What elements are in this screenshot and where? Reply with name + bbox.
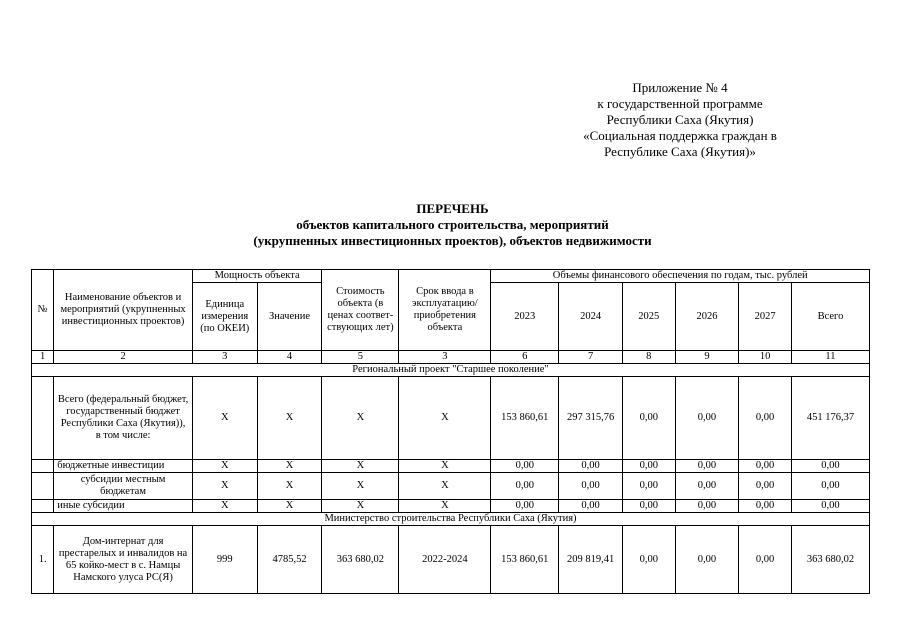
column-number: 11 — [791, 351, 869, 364]
row-2025: 0,00 — [622, 500, 675, 513]
row-2026: 0,00 — [675, 377, 739, 460]
row-2023: 0,00 — [491, 473, 559, 500]
column-number: 8 — [622, 351, 675, 364]
row-cost: Х — [322, 377, 399, 460]
row-name: иные субсидии — [54, 500, 193, 513]
row-2023: 153 860,61 — [491, 526, 559, 594]
row-2027: 0,00 — [739, 460, 792, 473]
row-2024: 297 315,76 — [559, 377, 623, 460]
column-number: 9 — [675, 351, 739, 364]
row-term: Х — [399, 473, 491, 500]
header-year: 2025 — [622, 283, 675, 351]
appendix-line: Республики Саха (Якутия) — [606, 112, 754, 127]
row-value: Х — [257, 377, 322, 460]
column-number: 10 — [739, 351, 792, 364]
row-2023: 0,00 — [491, 500, 559, 513]
row-name: субсидии местным бюджетам — [54, 473, 193, 500]
row-2026: 0,00 — [675, 460, 739, 473]
section-title-regional-project: Региональный проект "Старшее поколение" — [32, 364, 870, 377]
header-row — [32, 270, 870, 283]
row-2025: 0,00 — [622, 526, 675, 594]
heading-title: ПЕРЕЧЕНЬ — [416, 201, 489, 216]
column-number: 2 — [54, 351, 193, 364]
row-total: 0,00 — [791, 460, 869, 473]
row-cost: Х — [322, 473, 399, 500]
table-row — [32, 377, 870, 460]
column-number: 5 — [322, 351, 399, 364]
row-term: 2022-2024 — [399, 526, 491, 594]
row-value: 4785,52 — [257, 526, 322, 594]
row-name: бюджетные инвестиции — [54, 460, 193, 473]
row-term: Х — [399, 377, 491, 460]
row-value: Х — [257, 460, 322, 473]
row-cost: 363 680,02 — [322, 526, 399, 594]
column-number: 3 — [399, 351, 491, 364]
appendix-line: к государственной программе — [597, 96, 763, 111]
row-num — [32, 473, 54, 500]
document-heading — [0, 201, 905, 249]
column-number: 4 — [257, 351, 322, 364]
row-num: 1. — [32, 526, 54, 594]
row-total: 363 680,02 — [791, 526, 869, 594]
row-total: 0,00 — [791, 500, 869, 513]
row-unit: 999 — [192, 526, 257, 594]
column-number: 1 — [32, 351, 54, 364]
row-unit: Х — [192, 473, 257, 500]
header-num: № — [32, 270, 54, 351]
row-2027: 0,00 — [739, 377, 792, 460]
table-row — [32, 473, 870, 500]
row-2025: 0,00 — [622, 473, 675, 500]
row-unit: Х — [192, 460, 257, 473]
row-2024: 0,00 — [559, 500, 623, 513]
row-unit: Х — [192, 500, 257, 513]
row-name: Всего (федеральный бюджет, государственный бюджет Республики Саха (Якутия)), в том числе: — [54, 377, 193, 460]
row-2026: 0,00 — [675, 500, 739, 513]
column-number: 6 — [491, 351, 559, 364]
row-2027: 0,00 — [739, 526, 792, 594]
header-value: Значение — [257, 283, 322, 351]
heading-subtitle: объектов капитального строительства, мероприятий — [296, 217, 609, 232]
row-2024: 209 819,41 — [559, 526, 623, 594]
row-2024: 0,00 — [559, 473, 623, 500]
row-2025: 0,00 — [622, 460, 675, 473]
table-row — [32, 460, 870, 473]
row-2027: 0,00 — [739, 473, 792, 500]
header-finance: Объемы финансового обеспечения по годам, тыс. рублей — [491, 270, 870, 283]
row-2026: 0,00 — [675, 526, 739, 594]
section-title-ministry: Министерство строительства Республики Саха (Якутия) — [32, 513, 870, 526]
row-cost: Х — [322, 500, 399, 513]
header-name: Наименование объектов и мероприятий (укрупненных инвестиционных проектов) — [54, 270, 193, 351]
header-unit: Единица измерения (по ОКЕИ) — [192, 283, 257, 351]
header-capacity: Мощность объекта — [192, 270, 322, 283]
row-2024: 0,00 — [559, 460, 623, 473]
objects-table — [31, 269, 870, 594]
column-number: 3 — [192, 351, 257, 364]
column-number: 7 — [559, 351, 623, 364]
heading-subtitle: (укрупненных инвестиционных проектов), объектов недвижимости — [253, 233, 652, 248]
column-number-row — [32, 351, 870, 364]
row-total: 0,00 — [791, 473, 869, 500]
appendix-line: Республике Саха (Якутия)» — [604, 144, 756, 159]
row-name: Дом-интернат для престарелых и инвалидов на 65 койко-мест в с. Намцы Намского улуса РС(Я) — [54, 526, 193, 594]
row-cost: Х — [322, 460, 399, 473]
row-2023: 153 860,61 — [491, 377, 559, 460]
table-row — [32, 526, 870, 594]
appendix-block — [560, 80, 800, 160]
row-term: Х — [399, 460, 491, 473]
row-term: Х — [399, 500, 491, 513]
section-row — [32, 513, 870, 526]
appendix-line: «Социальная поддержка граждан в — [583, 128, 777, 143]
table-row — [32, 500, 870, 513]
header-year: 2023 — [491, 283, 559, 351]
appendix-line: Приложение № 4 — [632, 80, 728, 95]
row-2025: 0,00 — [622, 377, 675, 460]
header-year: 2024 — [559, 283, 623, 351]
row-value: Х — [257, 473, 322, 500]
header-total: Всего — [791, 283, 869, 351]
row-2026: 0,00 — [675, 473, 739, 500]
row-total: 451 176,37 — [791, 377, 869, 460]
row-2027: 0,00 — [739, 500, 792, 513]
row-unit: Х — [192, 377, 257, 460]
header-year: 2027 — [739, 283, 792, 351]
row-value: Х — [257, 500, 322, 513]
header-cost: Стоимость объекта (в ценах соответ-ствующих лет) — [322, 270, 399, 351]
header-year: 2026 — [675, 283, 739, 351]
row-num — [32, 500, 54, 513]
section-row — [32, 364, 870, 377]
header-term: Срок ввода в эксплуатацию/ приобретения объекта — [399, 270, 491, 351]
row-2023: 0,00 — [491, 460, 559, 473]
row-num — [32, 460, 54, 473]
row-num — [32, 377, 54, 460]
